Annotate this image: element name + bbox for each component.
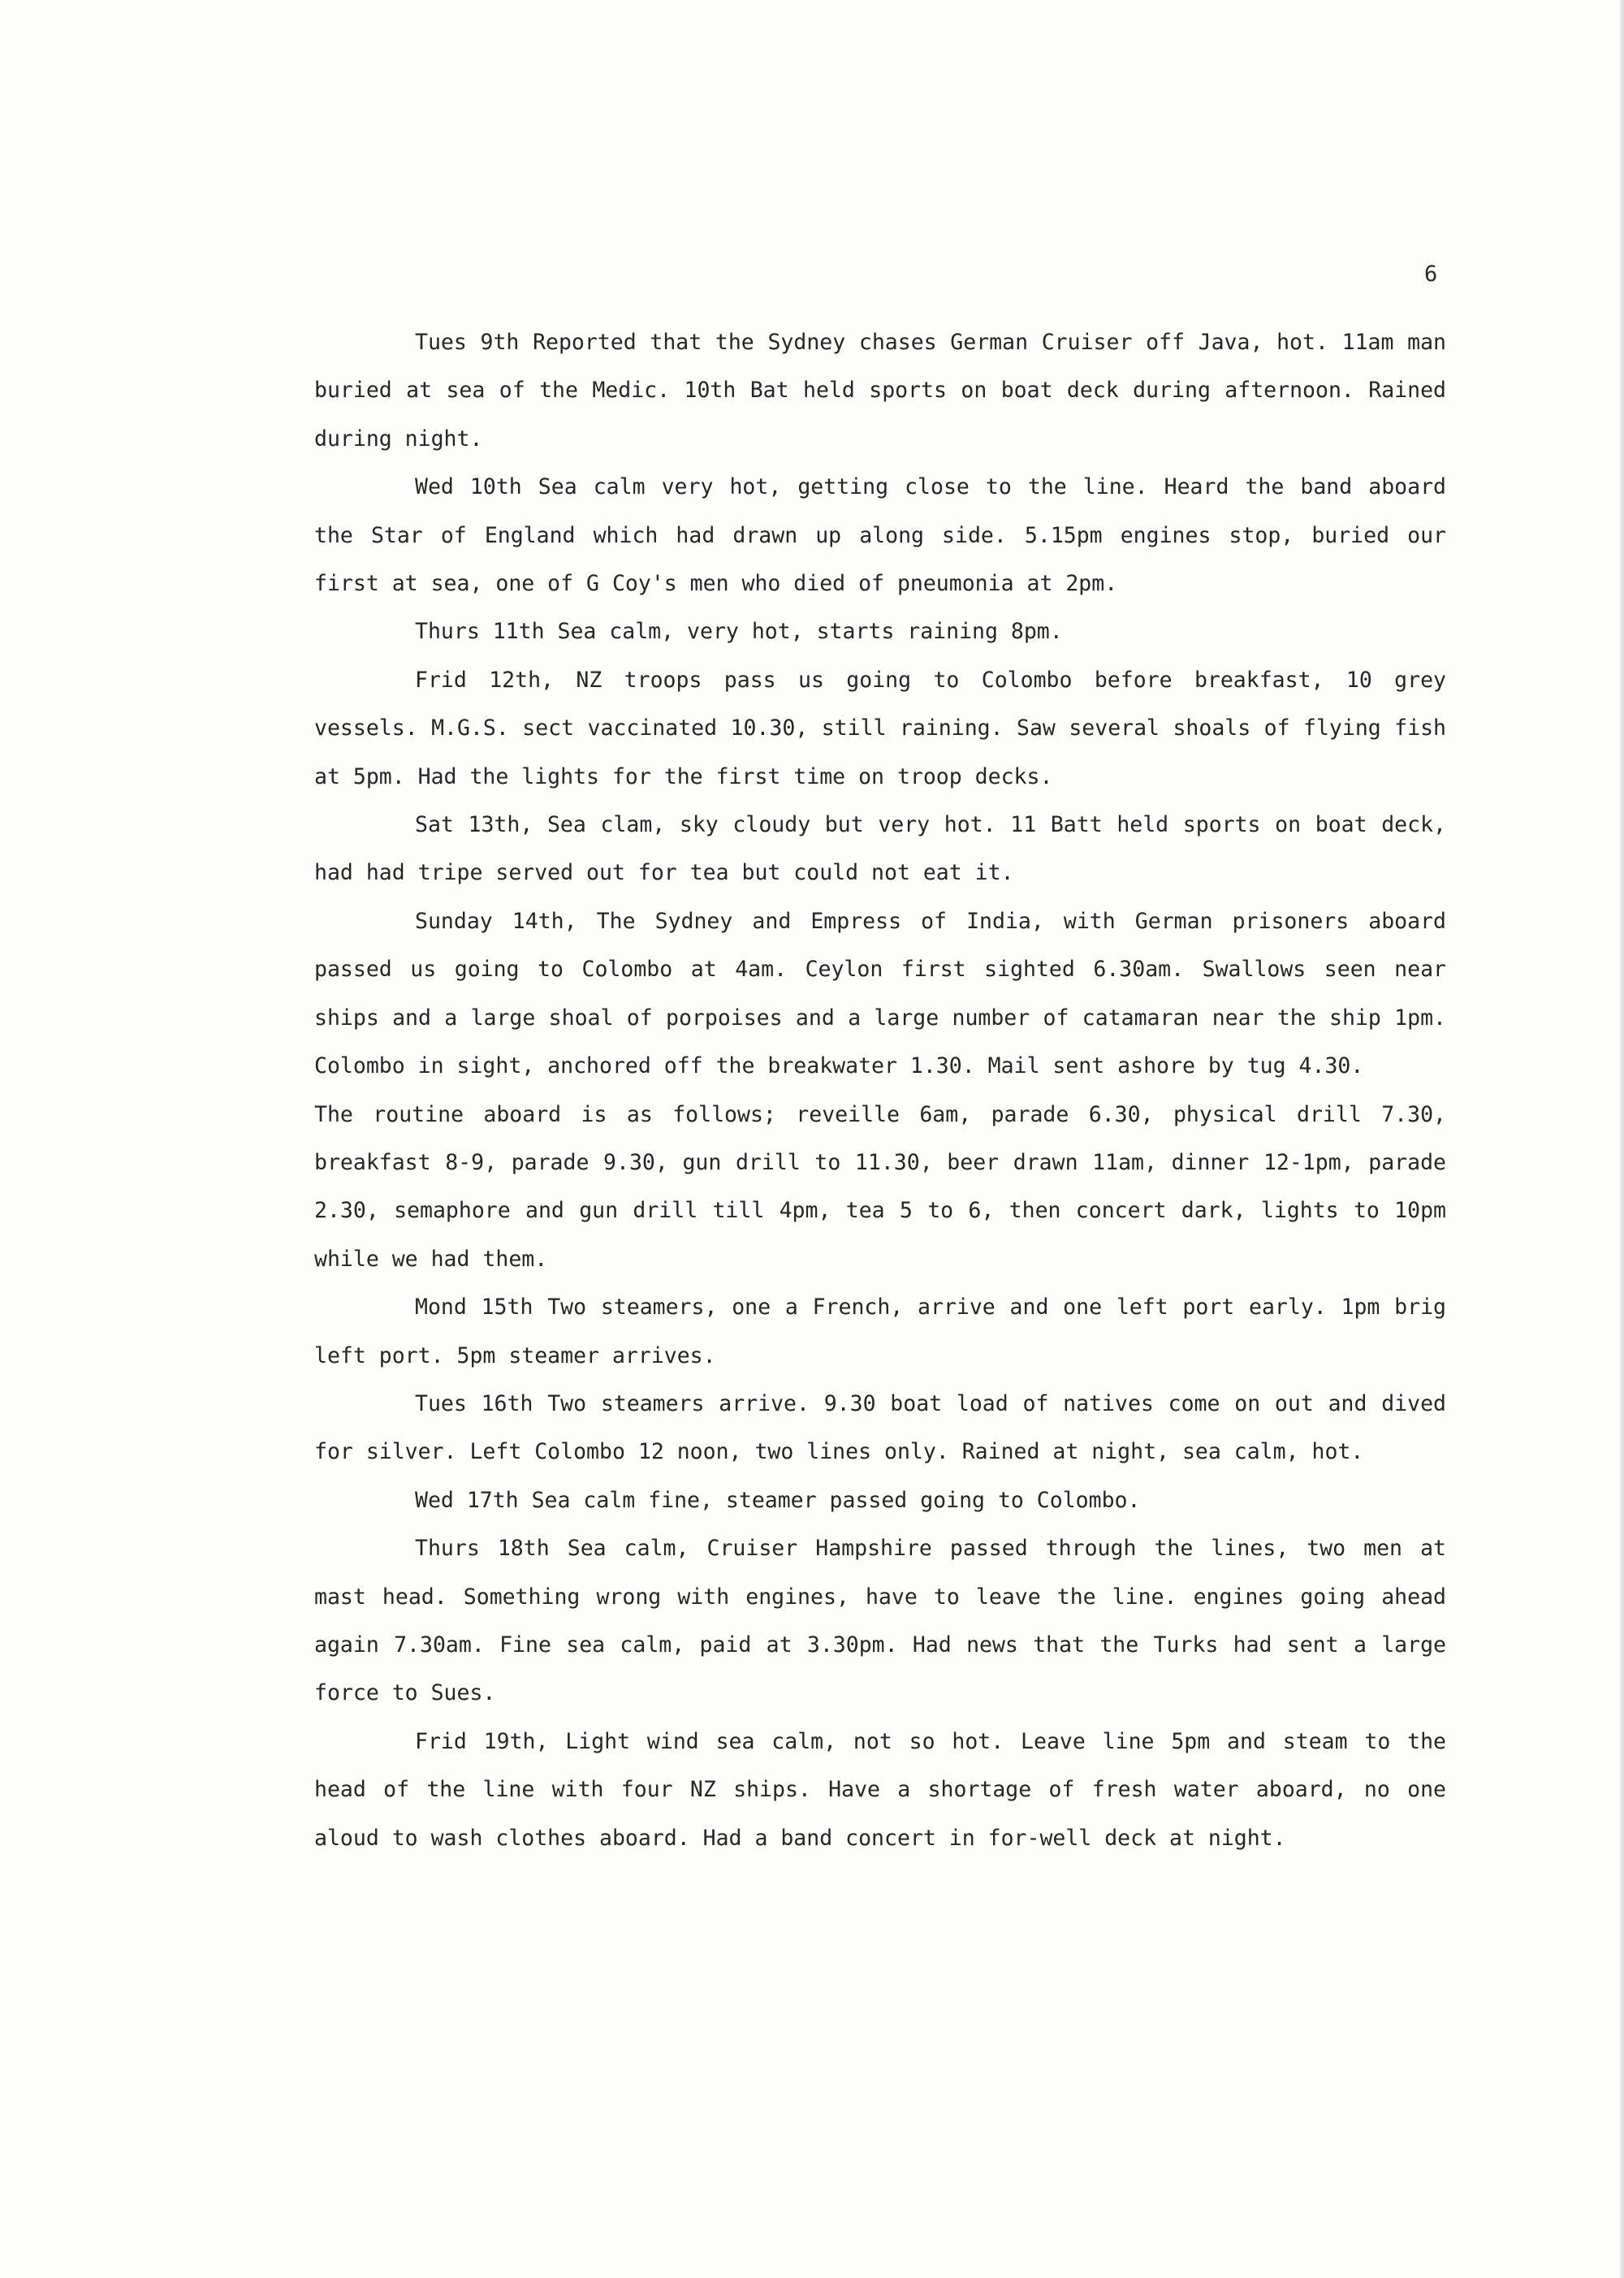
diary-entry-tues-16th: Tues 16th Two steamers arrive. 9.30 boat load of natives come on out and dived for silver. Left Colombo 12 noon, two lines only. Rained at night, sea calm, hot. <box>314 1390 1446 1465</box>
routine-paragraph: The routine aboard is as follows; reveille 6am, parade 6.30, physical drill 7.30, breakfast 8-9, parade 9.30, gun drill to 11.30, beer drawn 11am, dinner 12-1pm, parade 2.30, semaphore and gun drill till 4pm, tea 5 to 6, then concert dark, lights to 10pm while we had them. <box>314 1101 1446 1272</box>
diary-entry-frid-12th: Frid 12th, NZ troops pass us going to Colombo before breakfast, 10 grey vessels. M.G.S. sect vaccinated 10.30, still raining. Saw several shoals of flying fish at 5pm. Had the lights for the first time on troop decks. <box>314 667 1446 789</box>
diary-entry-mond-15th: Mond 15th Two steamers, one a French, arrive and one left port early. 1pm brig left port. 5pm steamer arrives. <box>314 1295 1446 1368</box>
diary-entry-wed-10th: Wed 10th Sea calm very hot, getting close to the line. Heard the band aboard the Star of England which had drawn up along side. 5.15pm engines stop, buried our first at sea, one of G Coy's men who died of pneumonia at 2pm. <box>314 474 1446 597</box>
diary-entry-thurs-11th: Thurs 11th Sea calm, very hot, starts raining 8pm. <box>415 619 1063 645</box>
page-number: 6 <box>1424 262 1438 287</box>
diary-entry-sat-13th: Sat 13th, Sea clam, sky cloudy but very hot. 11 Batt held sports on boat deck, had had tripe served out for tea but could not eat it. <box>314 812 1446 886</box>
diary-entry-frid-19th: Frid 19th, Light wind sea calm, not so hot. Leave line 5pm and steam to the head of the line with four NZ ships. Have a shortage of fresh water aboard, no one aloud to wash clothes aboard. Had a band concert in for-well deck at night. <box>314 1728 1446 1851</box>
diary-entry-thurs-18th: Thurs 18th Sea calm, Cruiser Hampshire passed through the lines, two men at mast head. Something wrong with engines, have to leave the line. engines going ahead again 7.30am. Fine sea calm, paid at 3.30pm. Had news that the Turks had sent a large force to Sues. <box>314 1536 1446 1706</box>
diary-entry-sunday-14th: Sunday 14th, The Sydney and Empress of India, with German prisoners aboard passed us going to Colombo at 4am. Ceylon first sighted 6.30am. Swallows seen near ships and a large shoal of porpoises and a large number of catamaran near the ship 1pm. Colombo in sight, anchored off the breakwater 1.30. Mail sent ashore by tug 4.30. <box>314 908 1446 1079</box>
page-edge-shadow <box>1619 0 1624 2278</box>
diary-entry-wed-17th: Wed 17th Sea calm fine, steamer passed going to Colombo. <box>415 1487 1141 1513</box>
diary-entry-tues-9th: Tues 9th Reported that the Sydney chases German Cruiser off Java, hot. 11am man buried at sea of the Medic. 10th Bat held sports on boat deck during afternoon. Rained during night. <box>314 330 1446 452</box>
diary-body <box>314 318 1446 1862</box>
